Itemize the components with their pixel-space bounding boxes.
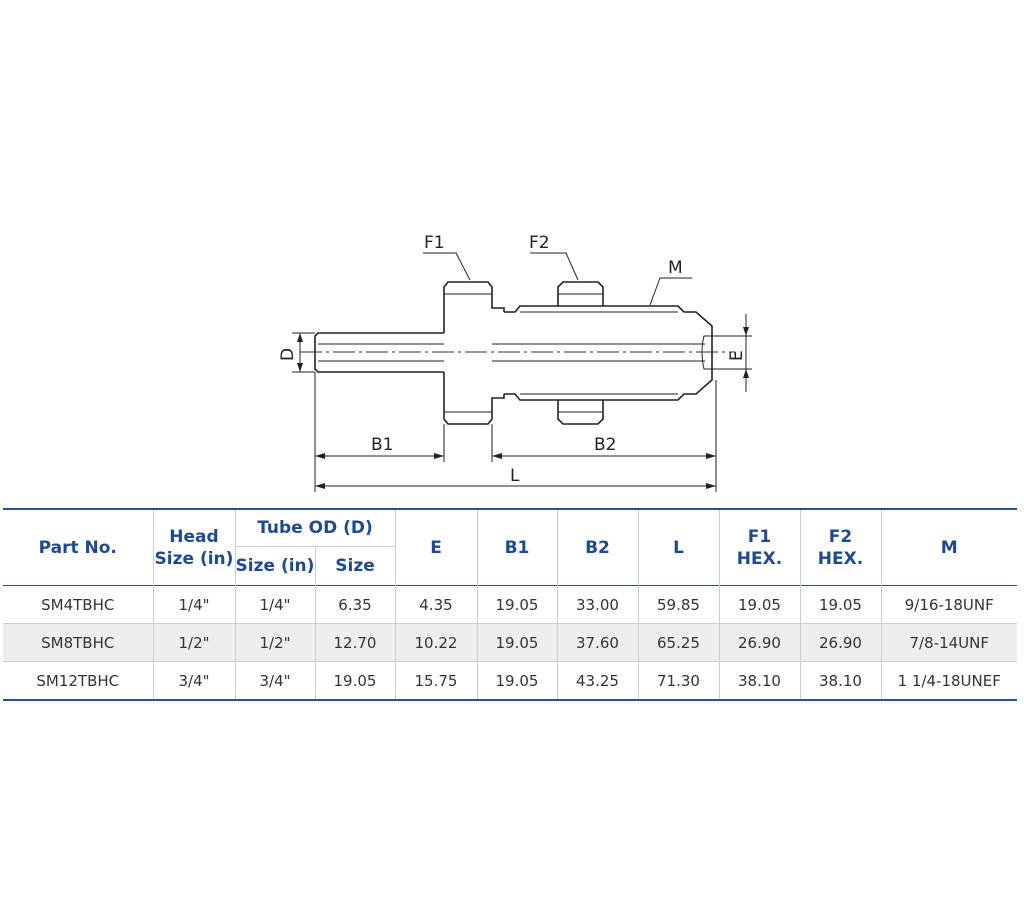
table-row <box>3 624 1017 662</box>
cell-b1: 19.05 <box>477 586 557 624</box>
cell-head-size: 3/4" <box>153 662 235 701</box>
b1-arrow-left <box>315 453 325 459</box>
b2-label: B2 <box>594 435 617 455</box>
cell-tube-size-in: 1/2" <box>235 624 315 662</box>
cell-b2: 33.00 <box>557 586 638 624</box>
m-label: M <box>668 258 683 278</box>
header-f2-hex <box>800 509 881 586</box>
cell-tube-size-in: 3/4" <box>235 662 315 701</box>
f1-hex-outline <box>444 282 504 424</box>
e-label: E <box>727 350 747 361</box>
table-row <box>3 662 1017 701</box>
cell-tube-size-in: 1/4" <box>235 586 315 624</box>
cell-l: 65.25 <box>638 624 719 662</box>
l-label: L <box>510 466 520 486</box>
cell-e: 4.35 <box>395 586 477 624</box>
cell-part-no: SM12TBHC <box>3 662 153 701</box>
f2-label: F2 <box>529 233 550 253</box>
d-label: D <box>278 347 298 361</box>
cell-e: 10.22 <box>395 624 477 662</box>
b2-arrow-right <box>706 453 716 459</box>
cell-tube-size: 6.35 <box>315 586 395 624</box>
cell-part-no: SM4TBHC <box>41 595 115 614</box>
cell-f2: 26.90 <box>800 624 881 662</box>
table-row <box>3 586 1017 624</box>
d-arrow-bottom <box>297 363 303 372</box>
header-f2-line1: F2 <box>828 526 853 547</box>
cell-b1: 19.05 <box>477 624 557 662</box>
cell-f1: 19.05 <box>719 586 800 624</box>
cell-f1: 26.90 <box>719 624 800 662</box>
cell-m: 1 1/4-18UNEF <box>881 662 1017 701</box>
b1-arrow-right <box>434 453 444 459</box>
header-f2-line2: HEX. <box>817 548 864 569</box>
b1-label: B1 <box>371 435 394 455</box>
header-b1: B1 <box>477 509 557 586</box>
f2-leader <box>530 253 578 280</box>
l-arrow-right <box>706 483 716 489</box>
cell-tube-size: 19.05 <box>315 662 395 701</box>
header-head-size <box>153 509 235 586</box>
cell-f2: 19.05 <box>800 586 881 624</box>
cell-head-size: 1/4" <box>153 586 235 624</box>
header-m: M <box>881 509 1017 586</box>
m-leader <box>650 278 692 305</box>
body-outline <box>504 306 712 400</box>
l-arrow-left <box>315 483 325 489</box>
header-f1-line2: HEX. <box>736 548 783 569</box>
cell-tube-size: 12.70 <box>315 624 395 662</box>
cell-l: 59.85 <box>638 586 719 624</box>
e-arrow-top <box>743 327 749 336</box>
header-tube-od: Tube OD (D) <box>235 509 395 547</box>
header-f1-line1: F1 <box>747 526 772 547</box>
header-l: L <box>638 509 719 586</box>
cell-b1: 19.05 <box>477 662 557 701</box>
cell-m: 7/8-14UNF <box>881 624 1017 662</box>
e-arrow-bottom <box>743 369 749 378</box>
cell-l: 71.30 <box>638 662 719 701</box>
end-bore <box>702 336 712 369</box>
cell-b2: 37.60 <box>557 624 638 662</box>
cell-f1: 38.10 <box>719 662 800 701</box>
spec-table <box>3 508 1017 701</box>
header-head-size-line1: Head <box>169 526 219 547</box>
tube-outline <box>315 333 444 372</box>
cell-f2: 38.10 <box>800 662 881 701</box>
f2-nut-outline <box>558 282 603 424</box>
header-part-no: Part No. <box>38 537 117 558</box>
header-b2: B2 <box>557 509 638 586</box>
header-tube-size: Size <box>315 547 395 586</box>
b2-arrow-left <box>492 453 502 459</box>
cell-b2: 43.25 <box>557 662 638 701</box>
cell-head-size: 1/2" <box>153 624 235 662</box>
header-e: E <box>395 509 477 586</box>
header-head-size-line2: Size (in) <box>154 548 234 569</box>
cell-m: 9/16-18UNF <box>881 586 1017 624</box>
cell-part-no: SM8TBHC <box>3 624 153 662</box>
header-f1-hex <box>719 509 800 586</box>
d-arrow-top <box>297 333 303 342</box>
f1-label: F1 <box>424 233 445 253</box>
header-tube-size-in: Size (in) <box>235 547 315 586</box>
cell-e: 15.75 <box>395 662 477 701</box>
f1-leader <box>423 253 470 280</box>
